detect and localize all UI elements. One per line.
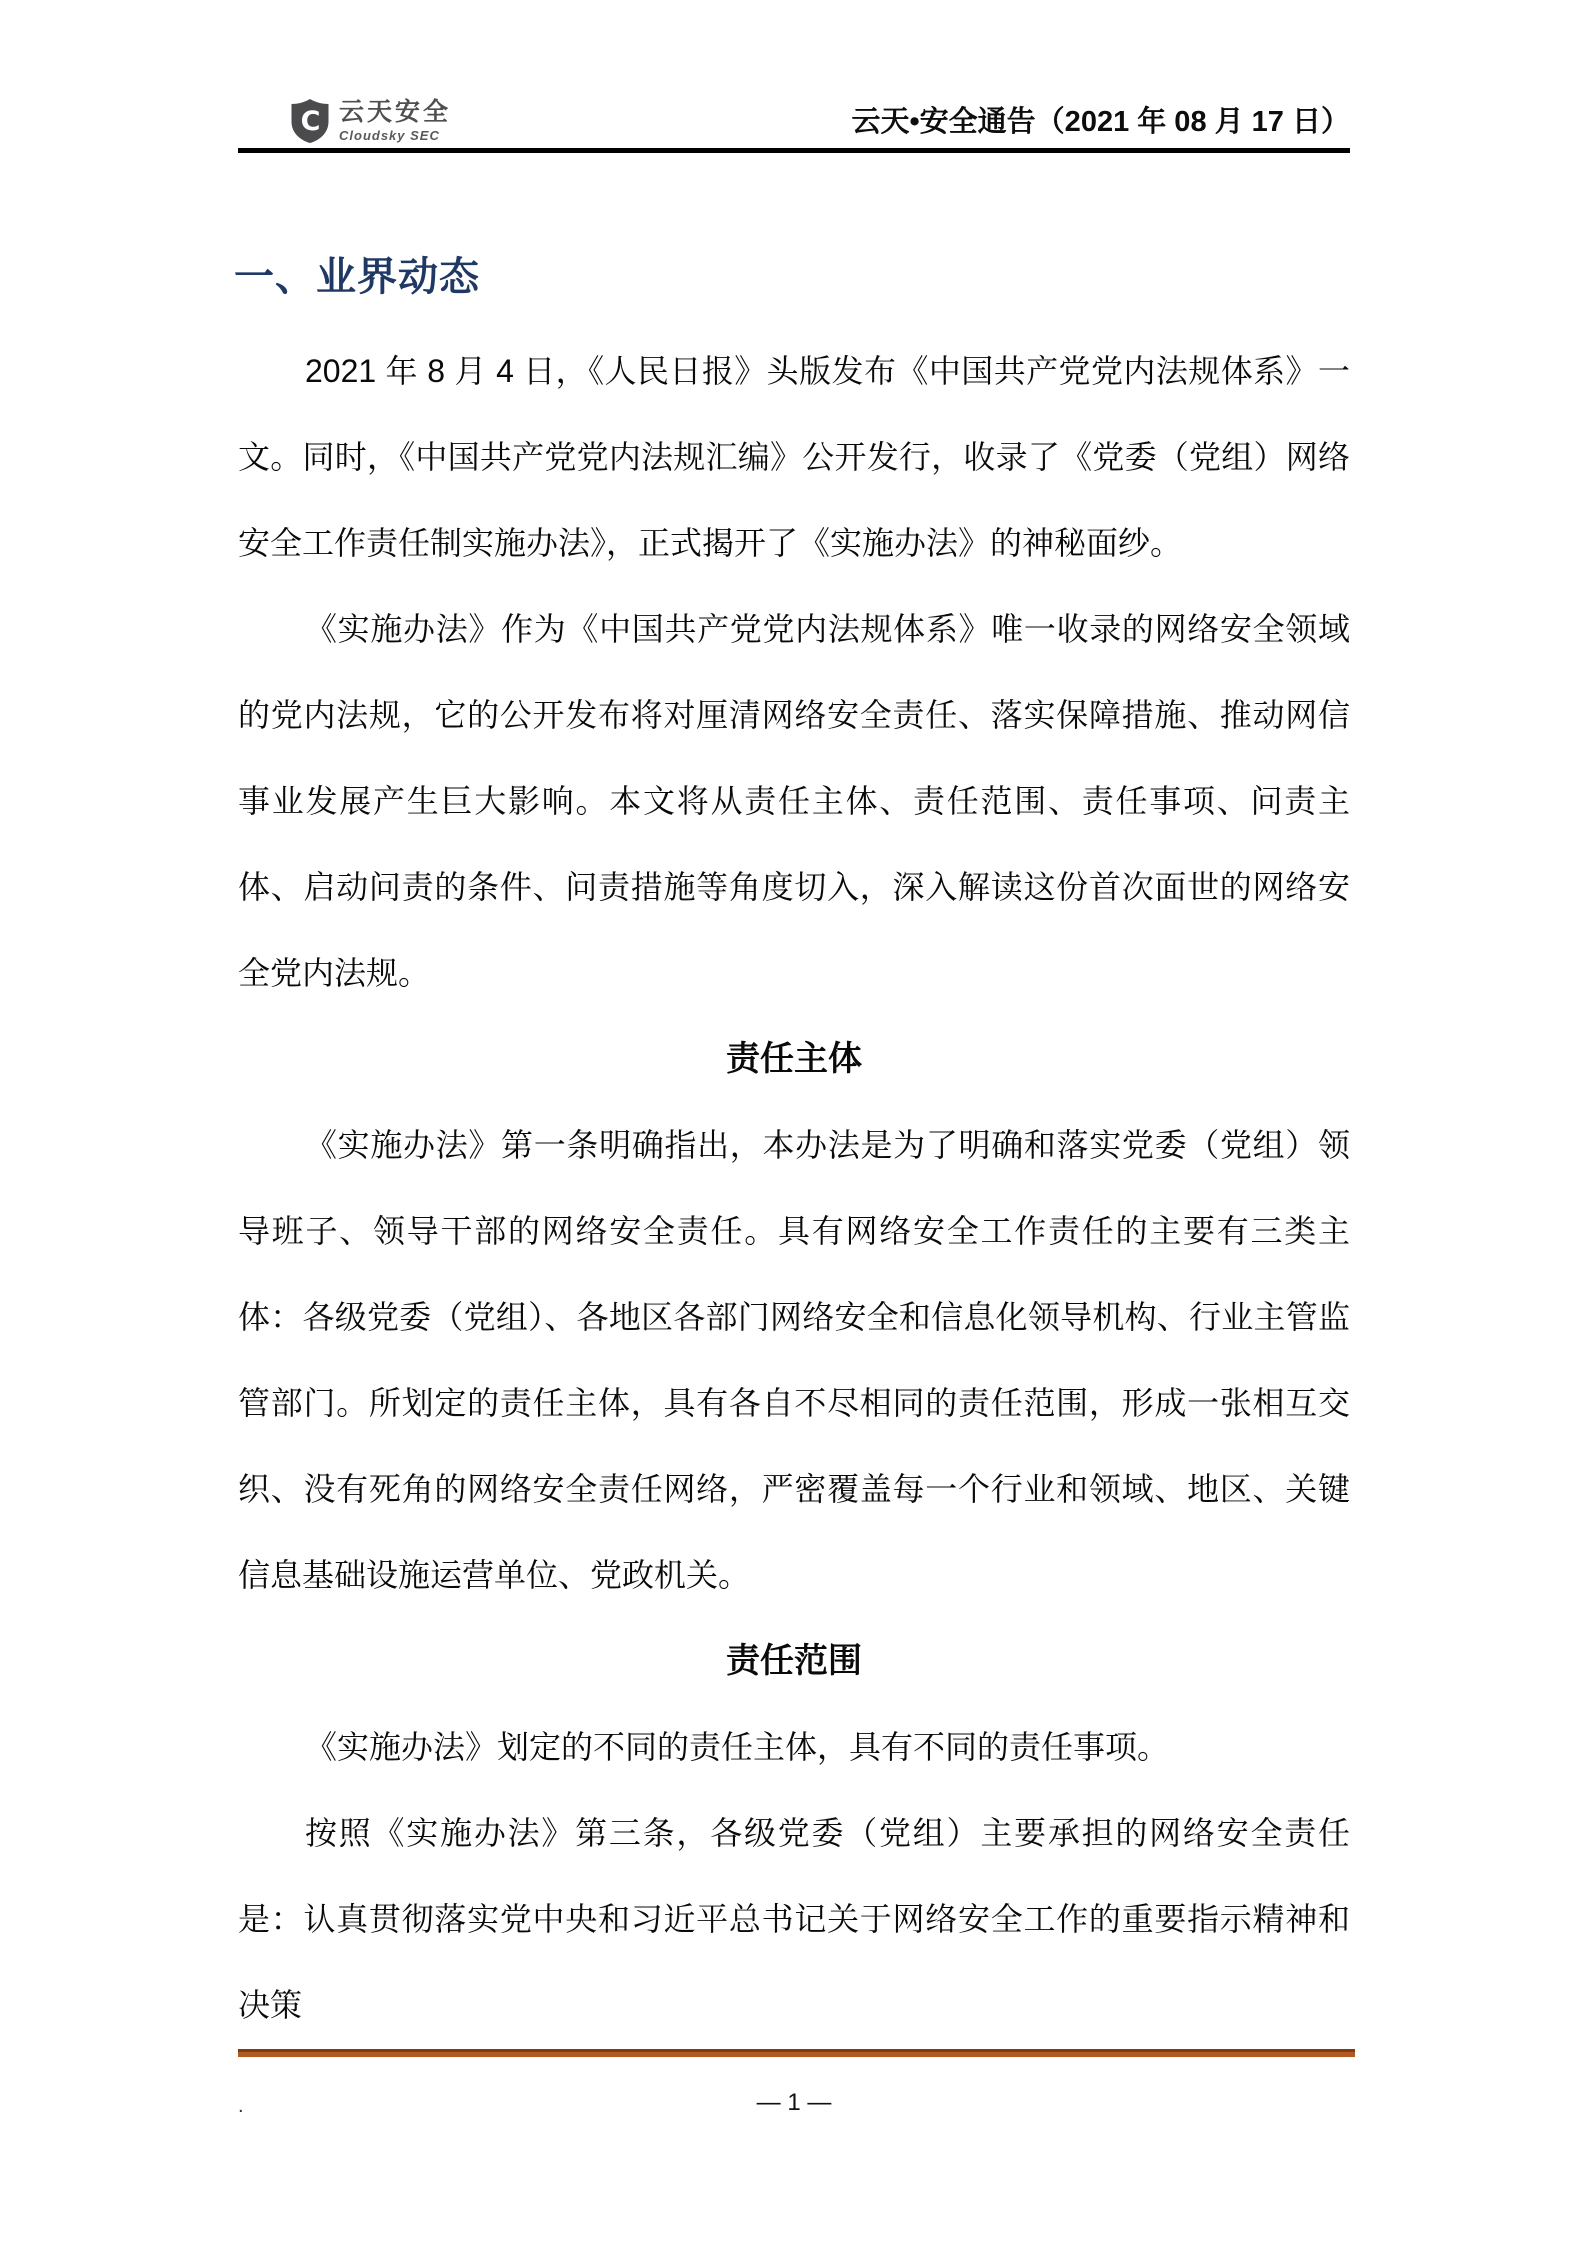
subheading-responsibility-subject: 责任主体	[726, 1040, 862, 1078]
paragraph: 《实施办法》第一条明确指出，本办法是为了明确和落实党委（党组）领导班子、领导干部的网络安全责任。具有网络安全工作责任的主要有三类主体：各级党委（党组）、各地区各部门网络安全和信息化领导机构、行业主管监管部门。所划定的责任主体，具有各自不尽相同的责任范围，形成一张相互交织、没有死角的网络安全责任网络，严密覆盖每一个行业和领域、地区、关键信息基础设施运营单位、党政机关。	[238, 1127, 1350, 1593]
footer-divider	[238, 2049, 1355, 2057]
section-heading: 一、业界动态	[234, 255, 480, 299]
shield-c-logo-icon	[290, 98, 330, 144]
footer-left-mark: .	[238, 2095, 244, 2117]
article-body	[234, 253, 1350, 2048]
brand-name-cn: 云天安全	[339, 98, 452, 126]
brand-text	[339, 100, 451, 142]
page-header	[238, 0, 1350, 153]
subheading-responsibility-scope: 责任范围	[726, 1642, 862, 1680]
brand-name-en: Cloudsky SEC	[339, 128, 440, 143]
paragraph: 《实施办法》划定的不同的责任主体，具有不同的责任事项。	[305, 1729, 1170, 1765]
brand-logo	[290, 98, 451, 144]
page-number: — 1 —	[756, 2089, 832, 2116]
paragraph: 《实施办法》作为《中国共产党党内法规体系》唯一收录的网络安全领域的党内法规，它的公开发布将对厘清网络安全责任、落实保障措施、推动网信事业发展产生巨大影响。本文将从责任主体、责任范围、责任事项、问责主体、启动问责的条件、问责措施等角度切入，深入解读这份首次面世的网络安全党内法规。	[238, 611, 1350, 991]
bulletin-title: 云天•安全通告（2021 年 08 月 17 日）	[851, 106, 1350, 138]
paragraph: 按照《实施办法》第三条，各级党委（党组）主要承担的网络安全责任是：认真贯彻落实党中央和习近平总书记关于网络安全工作的重要指示精神和决策	[238, 1815, 1350, 2023]
paragraph: 2021 年 8 月 4 日，《人民日报》头版发布《中国共产党党内法规体系》一文。同时，《中国共产党党内法规汇编》公开发行，收录了《党委（党组）网络安全工作责任制实施办法》，正式揭开了《实施办法》的神秘面纱。	[238, 353, 1350, 561]
svg-text:C: C	[300, 106, 321, 137]
